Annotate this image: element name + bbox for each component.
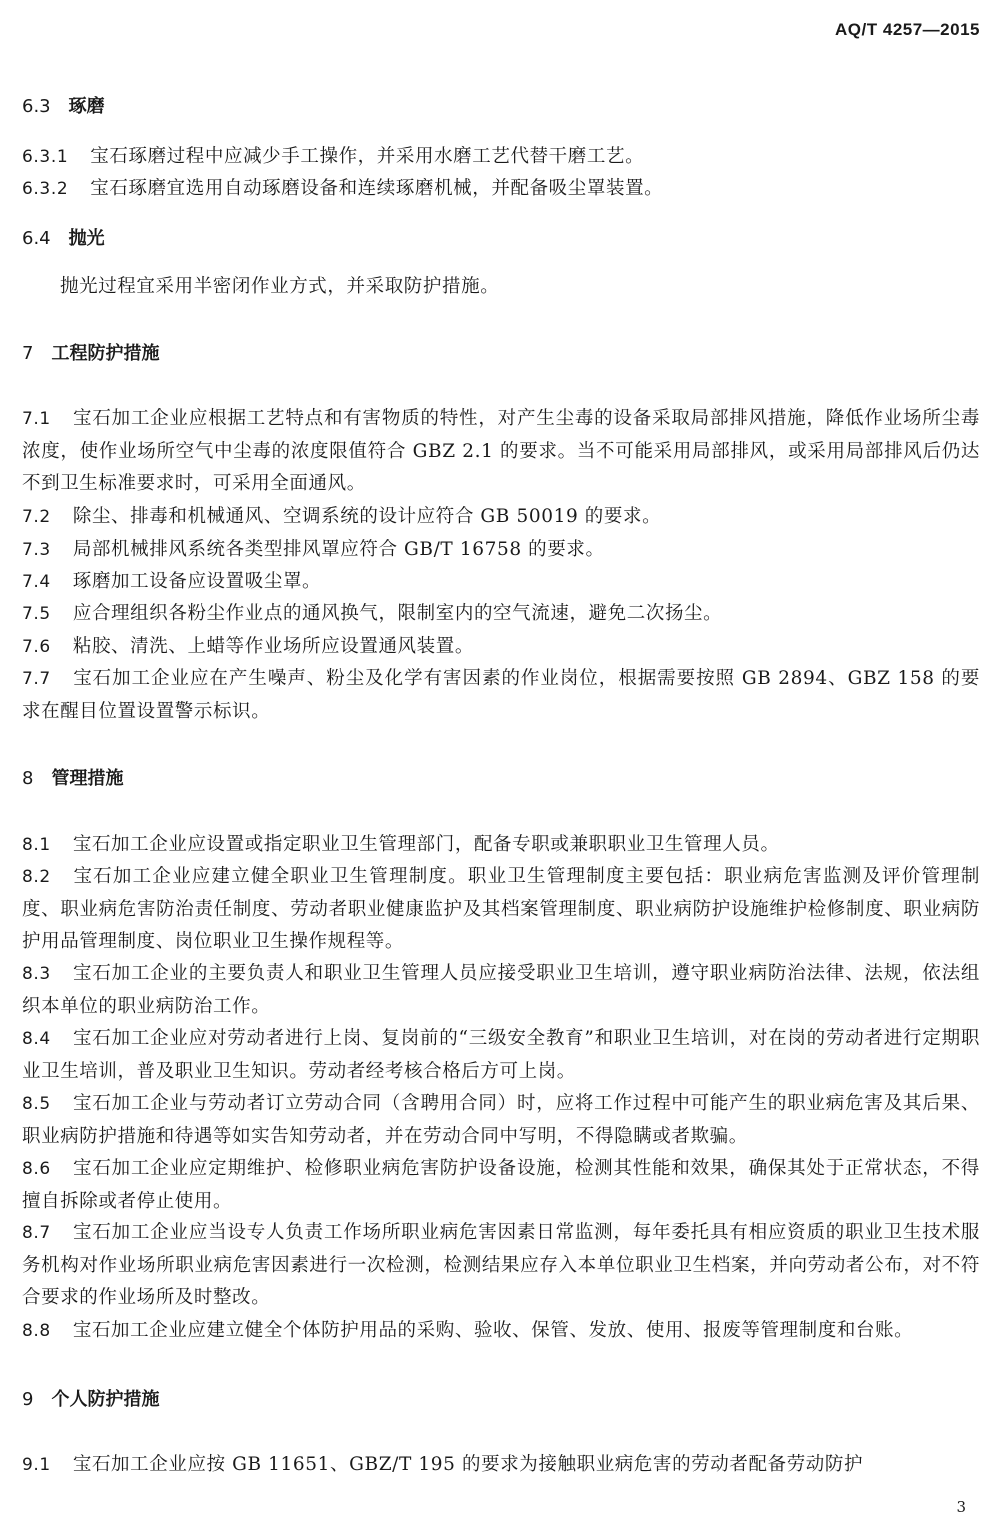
clause-7-4 bbox=[22, 566, 980, 599]
clause-text: 除尘、排毒和机械通风、空调系统的设计应符合 GB 50019 的要求。 bbox=[72, 506, 662, 527]
heading-9 bbox=[22, 1385, 980, 1415]
clause-text: 宝石加工企业应建立健全个体防护用品的采购、验收、保管、发放、使用、报废等管理制度和台账。 bbox=[72, 1320, 914, 1341]
clause-text: 琢磨加工设备应设置吸尘罩。 bbox=[72, 571, 322, 592]
clause-number: 7.3 bbox=[22, 540, 51, 560]
clause-text: 宝石琢磨过程中应减少手工操作，并采用水磨工艺代替干磨工艺。 bbox=[90, 146, 645, 167]
heading-number: 7 bbox=[22, 343, 34, 364]
clause-number: 8.5 bbox=[22, 1094, 51, 1114]
clause-text: 宝石加工企业应设置或指定职业卫生管理部门，配备专职或兼职职业卫生管理人员。 bbox=[72, 834, 780, 855]
clause-number: 7.2 bbox=[22, 507, 51, 527]
clause-text: 宝石加工企业的主要负责人和职业卫生管理人员应接受职业卫生培训，遵守职业病防治法律、法规，依法组织本单位的职业病防治工作。 bbox=[22, 963, 980, 1017]
clause-number: 7.4 bbox=[22, 572, 51, 592]
clause-6-3-2 bbox=[22, 173, 980, 206]
page-number: 3 bbox=[956, 1498, 966, 1516]
clause-number: 8.1 bbox=[22, 835, 51, 855]
clause-6-3-1 bbox=[22, 141, 980, 174]
heading-text: 工程防护措施 bbox=[51, 343, 160, 364]
clause-number: 8.2 bbox=[22, 867, 51, 887]
clause-text: 粘胶、清洗、上蜡等作业场所应设置通风装置。 bbox=[72, 636, 474, 657]
heading-number: 6.4 bbox=[22, 228, 51, 249]
clause-7-6 bbox=[22, 631, 980, 664]
clause-number: 8.4 bbox=[22, 1029, 51, 1049]
heading-number: 9 bbox=[22, 1389, 34, 1410]
clause-7-1 bbox=[22, 403, 980, 501]
clause-8-1 bbox=[22, 829, 980, 862]
clause-text: 宝石加工企业应在产生噪声、粉尘及化学有害因素的作业岗位，根据需要按照 GB 2894、GBZ 158 的要求在醒目位置设置警示标识。 bbox=[22, 668, 980, 722]
clause-number: 7.1 bbox=[22, 409, 51, 429]
clause-8-8 bbox=[22, 1315, 980, 1348]
clause-number: 7.6 bbox=[22, 637, 51, 657]
clause-number: 8.8 bbox=[22, 1321, 51, 1341]
clause-text: 宝石加工企业与劳动者订立劳动合同（含聘用合同）时，应将工作过程中可能产生的职业病危害及其后果、职业病防护措施和待遇等如实告知劳动者，并在劳动合同中写明，不得隐瞒或者欺骗。 bbox=[22, 1093, 980, 1147]
clause-8-4 bbox=[22, 1023, 980, 1088]
clause-text: 局部机械排风系统各类型排风罩应符合 GB/T 16758 的要求。 bbox=[72, 539, 605, 560]
clause-text: 宝石加工企业应按 GB 11651、GBZ/T 195 的要求为接触职业病危害的劳动者配备劳动防护 bbox=[72, 1454, 864, 1475]
clause-number: 8.7 bbox=[22, 1223, 51, 1243]
clause-number: 7.5 bbox=[22, 604, 51, 624]
clause-9-1 bbox=[22, 1449, 980, 1482]
heading-8 bbox=[22, 764, 980, 794]
clause-number: 6.3.2 bbox=[22, 179, 69, 199]
clause-8-3 bbox=[22, 958, 980, 1023]
heading-text: 个人防护措施 bbox=[51, 1389, 160, 1410]
clause-7-2 bbox=[22, 501, 980, 534]
clause-7-5 bbox=[22, 598, 980, 631]
clause-text: 宝石加工企业应定期维护、检修职业病危害防护设备设施，检测其性能和效果，确保其处于正常状态，不得擅自拆除或者停止使用。 bbox=[22, 1158, 980, 1212]
clause-number: 6.3.1 bbox=[22, 147, 69, 167]
clause-text: 宝石加工企业应当设专人负责工作场所职业病危害因素日常监测，每年委托具有相应资质的职业卫生技术服务机构对作业场所职业病危害因素进行一次检测，检测结果应存入本单位职业卫生档案，并向劳动者公布，对不符合要求的作业场所及时整改。 bbox=[22, 1222, 980, 1308]
standard-code: AQ/T 4257—2015 bbox=[835, 20, 980, 39]
heading-text: 琢磨 bbox=[68, 96, 105, 117]
clause-number: 7.7 bbox=[22, 669, 51, 689]
clause-8-2 bbox=[22, 861, 980, 959]
clause-8-7 bbox=[22, 1217, 980, 1315]
clause-number: 9.1 bbox=[22, 1455, 51, 1475]
heading-text: 管理措施 bbox=[51, 768, 124, 789]
clause-text: 应合理组织各粉尘作业点的通风换气，限制室内的空气流速，避免二次扬尘。 bbox=[72, 603, 723, 624]
heading-6-3 bbox=[22, 92, 980, 122]
clause-text: 宝石加工企业应建立健全职业卫生管理制度。职业卫生管理制度主要包括：职业病危害监测及评价管理制度、职业病危害防治责任制度、劳动者职业健康监护及其档案管理制度、职业病防护设施维护检修制度、职业病防护用品管理制度、岗位职业卫生操作规程等。 bbox=[22, 866, 980, 952]
clause-number: 8.3 bbox=[22, 964, 51, 984]
clause-text: 宝石琢磨宜选用自动琢磨设备和连续琢磨机械，并配备吸尘罩装置。 bbox=[90, 178, 664, 199]
clause-text: 宝石加工企业应对劳动者进行上岗、复岗前的“三级安全教育”和职业卫生培训，对在岗的劳动者进行定期职业卫生培训，普及职业卫生知识。劳动者经考核合格后方可上岗。 bbox=[22, 1028, 980, 1082]
heading-6-4 bbox=[22, 224, 980, 254]
heading-number: 8 bbox=[22, 768, 34, 789]
clause-text: 宝石加工企业应根据工艺特点和有害物质的特性，对产生尘毒的设备采取局部排风措施，降低作业场所尘毒浓度，使作业场所空气中尘毒的浓度限值符合 GBZ 2.1 的要求。当不可能采用局部排风，或采用局部排风后仍达不到卫生标准要求时，可采用全面通风。 bbox=[22, 408, 980, 494]
clause-number: 8.6 bbox=[22, 1159, 51, 1179]
heading-7 bbox=[22, 339, 980, 369]
clause-text: 抛光过程宜采用半密闭作业方式，并采取防护措施。 bbox=[60, 276, 500, 297]
clause-7-3 bbox=[22, 534, 980, 567]
clause-7-7 bbox=[22, 663, 980, 728]
clause-8-5 bbox=[22, 1088, 980, 1153]
clause-6-4-body bbox=[22, 271, 980, 304]
heading-text: 抛光 bbox=[68, 228, 105, 249]
clause-8-6 bbox=[22, 1153, 980, 1218]
heading-number: 6.3 bbox=[22, 96, 51, 117]
